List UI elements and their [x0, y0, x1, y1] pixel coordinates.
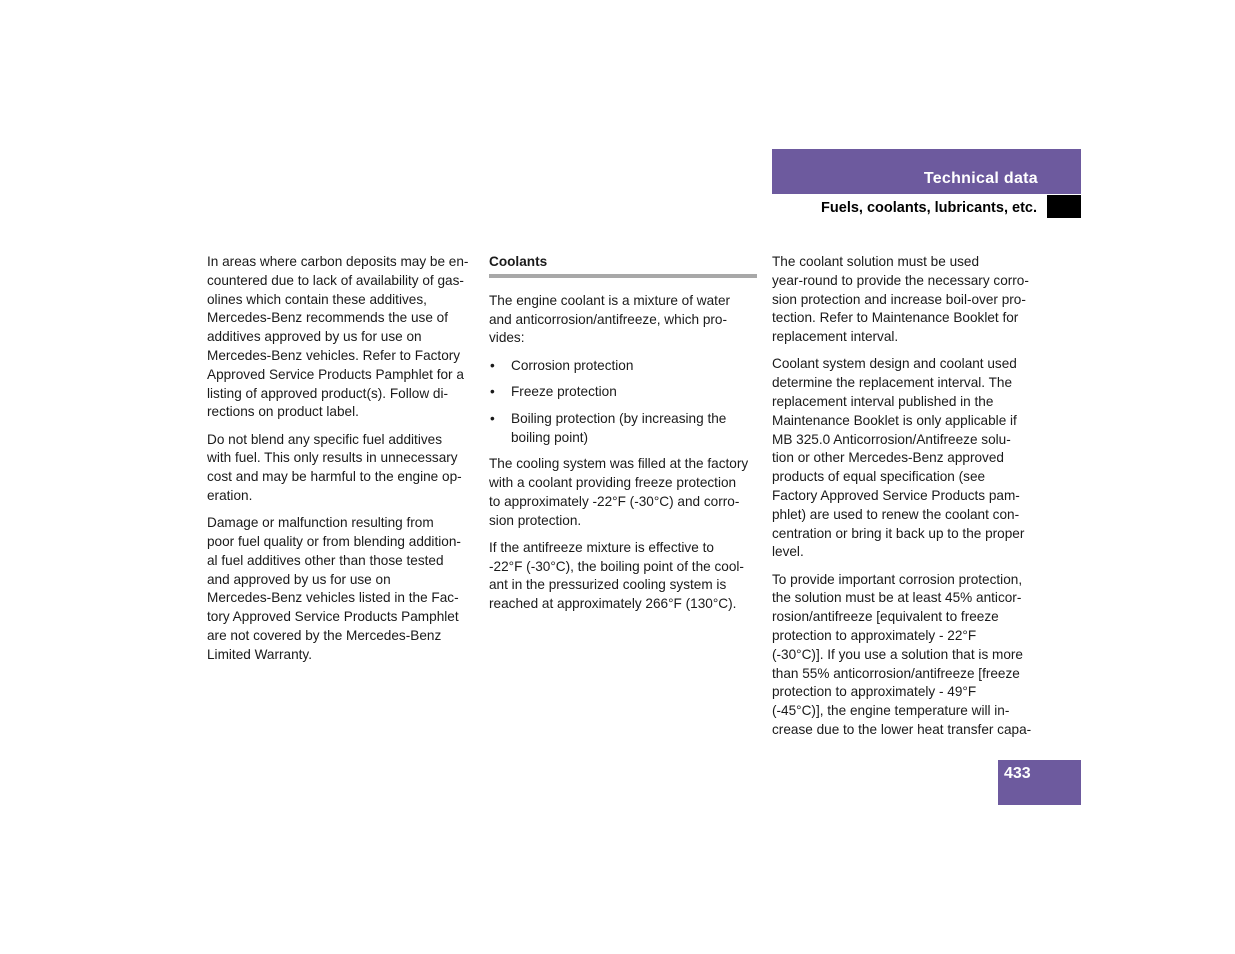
paragraph-warranty: Damage or malfunction resulting from poor fuel quality or from blending addition- al fuel additives other than those tested and approved by us for use on Mercedes-Benz vehicles listed in the Fac- tory Approved Service Products Pamphlet are not covered by the Mercedes-Benz Limited Warranty.: [207, 515, 461, 662]
section-header-band: [772, 149, 1081, 194]
heading-rule: [489, 274, 757, 278]
page-number-box: [998, 760, 1081, 805]
list-item-text: Freeze protection: [511, 384, 617, 400]
bullet-icon: •: [490, 357, 495, 373]
section-marker: [1047, 195, 1081, 218]
paragraph-boiling-point: If the antifreeze mixture is effective to -22°F (-30°C), the boiling point of the cool- ant in the pressurized cooling system is reached at approximately 266°F (130°C).: [489, 539, 744, 612]
paragraph-replacement-interval: Coolant system design and coolant used determine the replacement interval. The replacement interval published in the Maintenance Booklet is only applicable if MB 325.0 Anticorrosion/Antifreeze solu- tion or other Mercedes-Benz approved products of equal specification (see Factory Approved Service Products pam- phlet) are used to renew the coolant con- centration or bring it back up to the proper level.: [772, 356, 1025, 560]
subsection-title: Fuels, coolants, lubricants, etc.: [821, 200, 1037, 216]
list-item-text: Boiling protection (by increasing the boiling point): [511, 410, 727, 445]
bullet-icon: •: [490, 410, 495, 426]
list-item: [489, 383, 757, 402]
list-item-text: Corrosion protection: [511, 357, 634, 373]
coolant-benefits-list: [489, 357, 757, 448]
paragraph-year-round: The coolant solution must be used year-round to provide the necessary corro- sion protection and increase boil-over pro- tection. Refer to Maintenance Booklet for replacement interval.: [772, 254, 1029, 345]
paragraph-carbon-deposits: In areas where carbon deposits may be en- countered due to lack of availability of gas- olines which contain these additives, Mercedes-Benz recommends the use of additives approved by us for use on Mercedes-Benz vehicles. Refer to Factory Approved Service Products Pamphlet for a listing of approved product(s). Follow di- rections on product label.: [207, 254, 469, 420]
paragraph-do-not-blend: Do not blend any specific fuel additives with fuel. This only results in unnecessary cost and may be harmful to the engine op- eration.: [207, 431, 462, 503]
list-item: [489, 410, 757, 448]
text-column-left: [207, 253, 475, 673]
text-column-middle: [489, 253, 757, 622]
text-column-right: [772, 253, 1040, 748]
page-number: 433: [1004, 765, 1031, 782]
paragraph-corrosion-protection: To provide important corrosion protection, the solution must be at least 45% anticor- rosion/antifreeze [equivalent to freeze protection to approximately - 22°F (-30°C)]. If you use a solution that is more than 55% anticorrosion/antifreeze [freeze protection to approximately - 49°F (-45°C)], the engine temperature will in- crease due to the lower heat transfer capa-: [772, 571, 1032, 737]
coolants-heading: Coolants: [489, 254, 548, 269]
section-title: Technical data: [923, 170, 1038, 187]
paragraph-factory-fill: The cooling system was filled at the factory with a coolant providing freeze protection to approximately -22°F (-30°C) and corro- sion protection.: [489, 456, 749, 528]
bullet-icon: •: [490, 384, 495, 400]
list-item: [489, 357, 757, 376]
paragraph-coolant-intro: The engine coolant is a mixture of water and anticorrosion/antifreeze, which pro- vides:: [489, 292, 731, 346]
